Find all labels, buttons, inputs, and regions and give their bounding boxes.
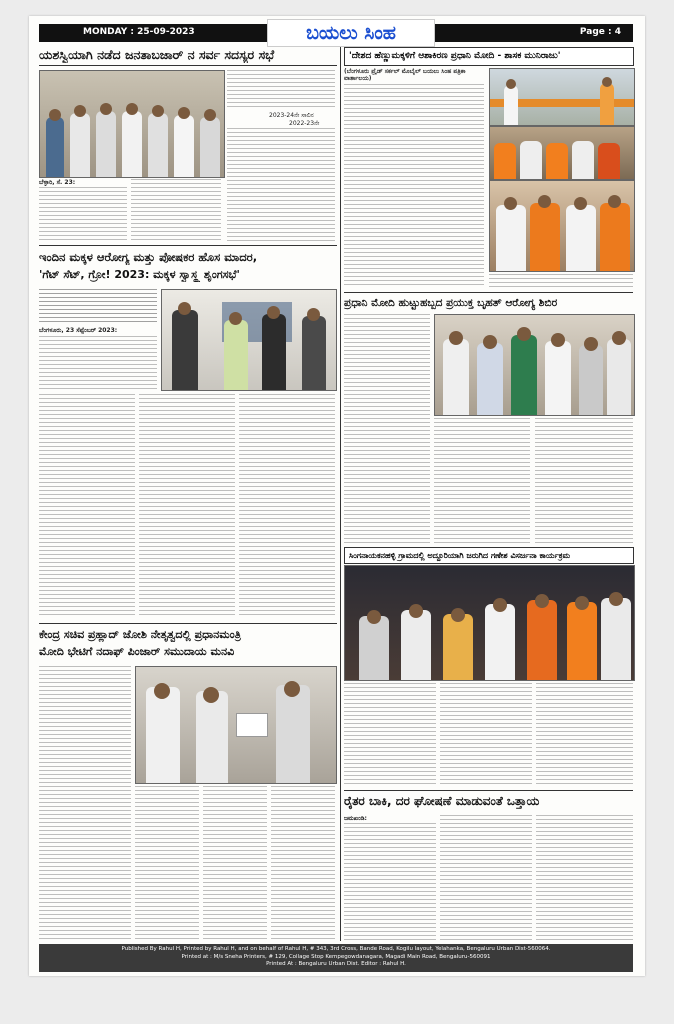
article-6-photo [135, 666, 337, 784]
imprint-footer [39, 944, 633, 972]
article-7-body [440, 815, 532, 940]
imprint-editor: Printed At : Bengaluru Urban Dist. Editor : Rahul H. [266, 961, 406, 967]
article-1-body [227, 128, 335, 241]
article-1-body [227, 70, 335, 110]
article-4-body [344, 314, 430, 544]
article-6-body [203, 786, 267, 940]
article-7-body [536, 815, 633, 940]
divider [39, 65, 337, 66]
article-6-body [39, 666, 131, 940]
article-6-body [135, 786, 199, 940]
article-3-photo-2 [489, 126, 635, 180]
article-1-figure: 2022-23ನೇ [289, 120, 320, 127]
article-2-body [39, 336, 157, 390]
article-3-body [344, 84, 484, 288]
article-4-headline: ಪ್ರಧಾನಿ ಮೋದಿ ಹುಟ್ಟುಹಬ್ಬದ ಪ್ರಯುಕ್ತ ಬೃಹತ್ ಆರೋಗ್ಯ ಶಿಬಿರ [344, 297, 558, 309]
masthead-bar [39, 24, 633, 42]
article-7-dateline: ಜಮಖಂಡಿ: [344, 815, 367, 822]
divider [344, 790, 633, 791]
article-2-headline-line1: ಇಂದಿನ ಮಕ್ಕಳ ಆರೋಗ್ಯ ಮತ್ತು ಪೋಷಕರ ಹೊಸ ಮಾದರ, [39, 250, 258, 264]
article-4-photo [434, 314, 635, 416]
article-1-figure: 2023-24ನೇ ಸಾಲಿನ [269, 112, 314, 119]
article-4-body [434, 418, 530, 544]
article-3-photo-1 [489, 68, 635, 126]
article-5-body [440, 683, 532, 787]
article-2-body [39, 394, 135, 618]
divider [344, 292, 633, 293]
page-number: Page : 4 [579, 27, 621, 37]
article-2-body [139, 394, 235, 618]
article-6-headline-line1: ಕೇಂದ್ರ ಸಚಿವ ಪ್ರಹ್ಲಾದ್ ಜೋಶಿ ನೇತೃತ್ವದಲ್ಲಿ ಪ್ರಧಾನಮಂತ್ರಿ [39, 628, 241, 641]
article-3-headline: 'ದೇಶದ ಹೆಣ್ಣುಮಕ್ಕಳಿಗೆ ಆಶಾಕಿರಣ ಪ್ರಧಾನಿ ಮೋದಿ - ಶಾಸಕ ಮುನಿರಾಜು' [344, 47, 634, 66]
article-5-photo [344, 565, 635, 681]
newspaper-page [29, 16, 645, 976]
article-2-photo [161, 289, 337, 391]
article-2-dateline: ಬೆಂಗಳೂರು, 23 ಸೆಪ್ಟೆಂಬರ್ 2023: [39, 327, 118, 334]
article-3-byline: (ಬೆಂಗಳೂರು ಪ್ರೈಡ್ ಸರ್ಕಲ್ ಮೊಬೈಲ್ ಬಯಲು ಸಿಂಹ ಪತ್ರಿಕಾ ವಾರ್ತಾಲಯ) [344, 68, 466, 82]
article-2-body [239, 394, 335, 618]
column-divider [340, 47, 341, 941]
article-5-headline: ಸಿಂಗನಾಯಕನಹಳ್ಳಿ ಗ್ರಾಮದಲ್ಲಿ ಅದ್ದೂರಿಯಾಗಿ ಜರುಗಿದ ಗಣೇಶ ವಿಸರ್ಜನಾ ಕಾರ್ಯಕ್ರಮ [344, 547, 634, 564]
article-6-body [271, 786, 335, 940]
article-3-photo-3 [489, 180, 635, 272]
article-2-headline-line2: 'ಗೆಟ್ ಸೆಟ್, ಗ್ರೋ! 2023: ಮಕ್ಕಳ ಸ್ವಾಸ್ಥ್ಯ ಶೃಂಗಸಭೆ' [39, 268, 240, 281]
article-7-headline: ರೈತರ ಬಾಕಿ, ದರ ಘೋಷಣೆ ಮಾಡುವಂತೆ ಒತ್ತಾಯ [344, 794, 540, 808]
issue-date: MONDAY : 25-09-2023 [83, 27, 195, 37]
newspaper-title: ಬಯಲು ಸಿಂಹ [267, 19, 435, 47]
article-1-body [39, 187, 127, 241]
imprint-printer: Printed at : M/s Sneha Printers, # 129, Collage Stop Kempegowdanagara, Magadi Main Road, Bengaluru-560091 [181, 953, 491, 960]
article-2-summary [39, 289, 157, 323]
article-1-dateline: ಬೆಳ್ಳಾರಿ, ಸೆ. 23: [39, 179, 76, 186]
divider [39, 623, 337, 624]
imprint-publisher: Published By Rahul H, Printed by Rahul H, and on behalf of Rahul H, # 343, 3rd Cross, Bande Road, Kogilu layout, Yelahanka, Bengaluru Urban Dist-560064. [121, 946, 551, 952]
article-5-body [344, 683, 436, 787]
article-5-body [536, 683, 633, 787]
article-1-photo [39, 70, 225, 178]
article-6-headline-line2: ಮೋದಿ ಭೇಟಿಗೆ ನದಾಫ್ ಪಿಂಜಾರ್ ಸಮುದಾಯ ಮನವಿ [39, 645, 235, 658]
article-1-body [131, 179, 221, 241]
divider [39, 245, 337, 246]
article-4-body [535, 418, 633, 544]
article-3-caption [489, 274, 633, 290]
article-7-body [344, 823, 436, 940]
article-1-headline: ಯಶಸ್ವಿಯಾಗಿ ನಡೆದ ಜನತಾಬಜಾರ್ ನ ಸರ್ವ ಸದಸ್ಯರ ಸಭೆ [39, 47, 275, 62]
